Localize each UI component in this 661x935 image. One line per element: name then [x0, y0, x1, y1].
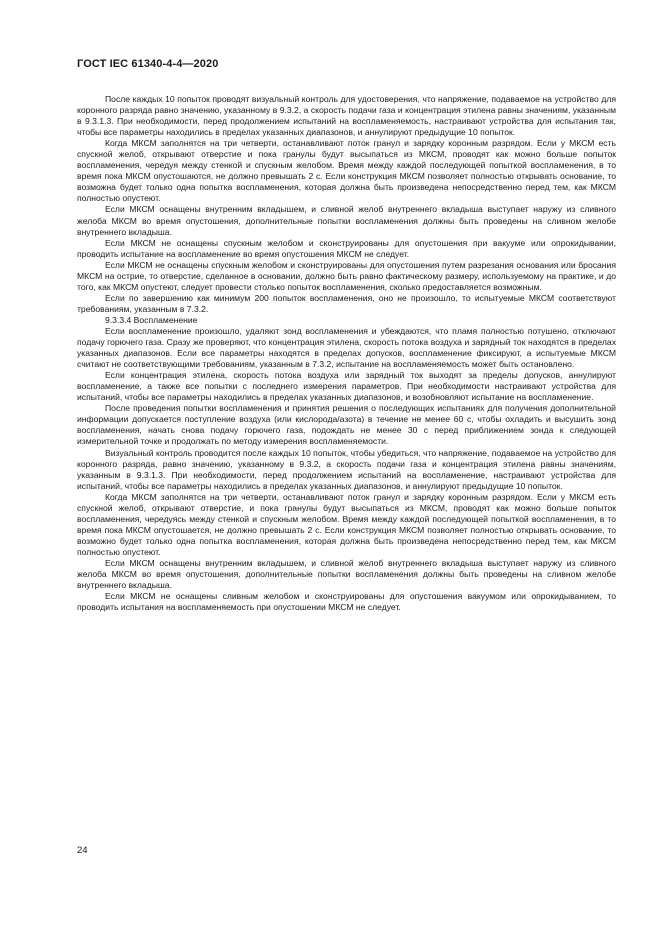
body-text [77, 94, 616, 613]
paragraph: Если по завершению как минимум 200 попыток воспламенения, оно не произошло, то испытуемые МКСМ соответствуют требованиям, указанным в 7.3.2. [77, 292, 616, 314]
paragraph: Когда МКСМ заполнятся на три четверти, останавливают поток гранул и зарядку коронным разрядом. Если у МКСМ есть спускной желоб, открывают отверстие и пока гранулы будут высыпаться из МКСМ, проводят как можно больше попыток воспламенения, чередуя между стенкой и спускным желобом. Время между каждой последующей попыткой воспламенения, в то время пока МКСМ опустошаются, не должно превышать 2 с. Если конструкция МКСМ позволяет полностью открывать основание, то возможна будет только одна попытка воспламенения, которая должна быть произведена непосредственно перед тем, как МКСМ полностью опустеют. [77, 138, 616, 204]
paragraph: Когда МКСМ заполнятся на три четверти, останавливают поток гранул и зарядку коронным разрядом. Если у МКСМ есть спускной желоб, открывают отверстие, и пока гранулы будут высыпаться из МКСМ, проводят как можно больше попыток воспламенения, чередуясь между стенкой и спускным желобом. Время между каждой последующей попыткой воспламенения, в то время пока МКСМ опустошается, не должно превышать 2 с. Если конструкция МКСМ позволяет полностью открывать основание, то возможно будет только одна попытка воспламенения, которая должна быть произведена непосредственно перед тем, как МКСМ полностью опустеют. [77, 491, 616, 557]
paragraph: Если МКСМ не оснащены спускным желобом и сконструированы для опустошения при вакууме или опрокидывании, проводить испытание на воспламенение во время опустошения МКСМ не следует. [77, 237, 616, 259]
standard-header: ГОСТ IEC 61340-4-4—2020 [77, 58, 219, 70]
paragraph: Если концентрация этилена, скорость потока воздуха или зарядный ток выходят за пределы допусков, аннулируют воспламенение, а также все попытки с последнего измерения параметров. При необходимости настраивают устройства для испытаний, чтобы все параметры находились в пределах указанных диапазонов, и возобновляют испытание на воспламенение. [77, 370, 616, 403]
paragraph: Если МКСМ не оснащены сливным желобом и сконструированы для опустошения вакуумом или опрокидыванием, то проводить испытания на воспламеняемость при опустошении МКСМ не следует. [77, 591, 616, 613]
paragraph: После каждых 10 попыток проводят визуальный контроль для удостоверения, что напряжение, подаваемое на устройство для коронного разряда равно значению, указанному в 9.3.2, а скорость подачи газа и концентрация этилена равны значениям, указанным в 9.3.1.3. При необходимости, перед продолжением испытаний на воспламеняемость, настраивают устройства для испытания так, чтобы все параметры находились в пределах указанных диапазонов, и аннулируют предыдущие 10 попыток. [77, 94, 616, 138]
page-number: 24 [77, 845, 88, 856]
section-heading: 9.3.3.4 Воспламенение [105, 314, 198, 325]
paragraph: Визуальный контроль проводится после каждых 10 попыток, чтобы убедиться, что напряжение, подаваемое на устройство для коронного разряда, равно значению, указанному в 9.3.2, а скорость подачи газа и концентрация этилена равны значениям, указанным в 9.3.1.3. При необходимости, перед продолжением испытаний на воспламенение, настраивают устройства для испытаний, чтобы все параметры находились в пределах указанных диапазонов, и аннулируют предыдущие 10 попыток. [77, 447, 616, 491]
paragraph: Если МКСМ оснащены внутренним вкладышем, и сливной желоб внутреннего вкладыша выступает наружу из сливного желоба МКСМ во время опустошения, дополнительные попытки воспламенения должны быть проведены на сливном желобе внутреннего вкладыша. [77, 204, 616, 237]
paragraph: Если МКСМ оснащены внутренним вкладышем, и сливной желоб внутреннего вкладыша выступает наружу из сливного желоба МКСМ во время опустошения, дополнительные попытки воспламенения должны быть проведены на сливном желобе внутреннего вкладыша. [77, 557, 616, 591]
paragraph: После проведения попытки воспламенения и принятия решения о последующих испытаниях для получения дополнительной информации допускается поступление воздуха (или кислорода/азота) в течение не менее 60 с, чтобы охладить и высушить зонд воспламенения, начать снова подачу горючего газа, подождать не менее 30 с перед приближением зонда к следующей измерительной точке и продолжать по методу измерения воспламеняемости. [77, 403, 616, 447]
paragraph: Если воспламенение произошло, удаляют зонд воспламенения и убеждаются, что пламя полностью потушено, отключают подачу горючего газа. Сразу же проверяют, что концентрация этилена, скорость потока воздуха и зарядный ток находятся в пределах указанных диапазонов. Если все параметры находятся в пределах допусков, воспламенение фиксируют, а испытуемые МКСМ считают не соответствующими требованиям, указанным в 7.3.2, испытание на воспламеняемость может быть остановлено. [77, 325, 616, 370]
paragraph: Если МКСМ не оснащены спускным желобом и сконструированы для опустошения путем разрезания основания или бросания МКСМ на острие, то отверстие, сделанное в основании, должно быть равно фактическому размеру, используемому на практике, и до того, как МКСМ опустеют, следует провести столько попыток воспламенения, сколько предоставляется возможным. [77, 259, 616, 292]
